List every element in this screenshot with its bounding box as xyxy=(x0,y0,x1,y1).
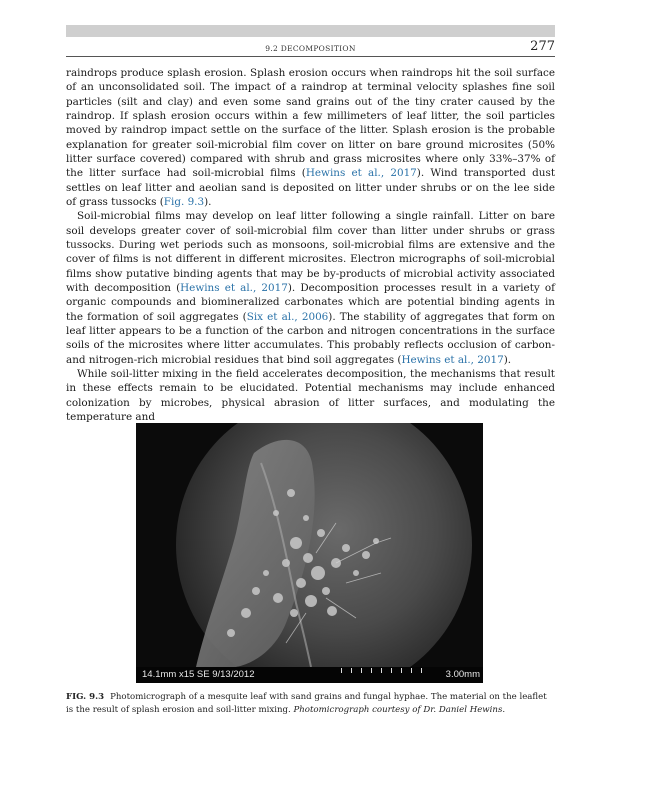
scale-bar xyxy=(136,667,483,683)
paragraph-3 xyxy=(66,367,555,424)
paragraph-text: ). xyxy=(503,353,512,366)
page-number: 277 xyxy=(530,39,555,54)
paragraph-text: Soil-microbial films may develop on leaf litter following a single rainfall. Litter on bare soil develops greater cover of soil-microbial film cover than litter under shrubs or grass tussocks. During wet periods such as monsoons, soil-microbial films are extensive and the cover of films is not different in different microsites. Electron micrographs of soil-microbial films show putative binding agents that may be by-products of microbial activity associated with decomposition ( xyxy=(66,210,555,294)
scale-length-text: 3.00mm xyxy=(445,669,480,680)
citation-link[interactable]: Hewins et al., 2017 xyxy=(180,281,288,294)
figure-caption xyxy=(66,691,555,716)
micrograph-info-text: 14.1mm x15 SE 9/13/2012 xyxy=(142,669,255,680)
paragraph-text: ). xyxy=(204,195,212,208)
body-text xyxy=(66,66,555,424)
citation-link[interactable]: Hewins et al., 2017 xyxy=(305,167,417,180)
citation-link[interactable]: Six et al., 2006 xyxy=(246,310,329,323)
header-bar xyxy=(66,25,555,37)
paragraph-1 xyxy=(66,66,555,209)
paragraph-text: ). Decomposition processes result in a variety of organic compounds and biomineralized carbonates which are potential binding agents in the formation of soil aggregates ( xyxy=(66,281,555,323)
paragraph-text: raindrops produce splash erosion. Splash erosion occurs when raindrops hit the soil surface of an unconsolidated soil. The impact of a raindrop at terminal velocity splashes fine soil particles (silt and clay) and even some sand grains out of the tiny crater caused by the raindrop. If splash erosion occurs within a few millimeters of leaf litter, the soil particles moved by raindrop impact settle on the surface of the litter. Splash erosion is the probable explanation for greater soil-microbial film cover on litter on bare ground microsites (50% litter surface covered) compared with shrub and grass microsites where only 33%–37% of the litter surface had soil-microbial films ( xyxy=(66,67,555,180)
micrograph-figure xyxy=(136,423,483,683)
figure-reference-link[interactable]: Fig. 9.3 xyxy=(163,195,205,208)
paragraph-text: While soil-litter mixing in the field accelerates decomposition, the mechanisms that result in these effects remain to be elucidated. Potential mechanisms may include enhanced colonization by microbes, physical abrasion of litter surfaces, and modulating the temperature and xyxy=(66,367,555,423)
caption-text: Photomicrograph of a mesquite leaf with sand grains and fungal hyphae. The material on the leaflet is the result of splash erosion and soil-litter mixing. xyxy=(66,692,547,715)
micrograph-image xyxy=(136,423,483,667)
running-head xyxy=(66,39,555,56)
paragraph-text: ). The stability of aggregates that form on leaf litter appears to be a function of the carbon and nitrogen concentrations in the surface soils of the microsites where litter accumulates. This probably reflects occlusion of carbon- and nitrogen-rich microbial residues that bind soil aggregates ( xyxy=(66,310,555,366)
paragraph-2 xyxy=(66,209,555,367)
paragraph-text: ). Wind transported dust settles on leaf litter and aeolian sand is deposited on litter under shrubs or on the lee side of grass tussocks ( xyxy=(66,167,555,208)
citation-link[interactable]: Hewins et al., 2017 xyxy=(401,353,504,366)
scale-ticks xyxy=(341,668,423,674)
caption-credit: Photomicrograph courtesy of Dr. Daniel Hewins. xyxy=(293,704,506,715)
section-title: 9.2 DECOMPOSITION xyxy=(265,44,356,53)
figure-label: FIG. 9.3 xyxy=(66,692,105,702)
header-rule xyxy=(66,56,555,57)
